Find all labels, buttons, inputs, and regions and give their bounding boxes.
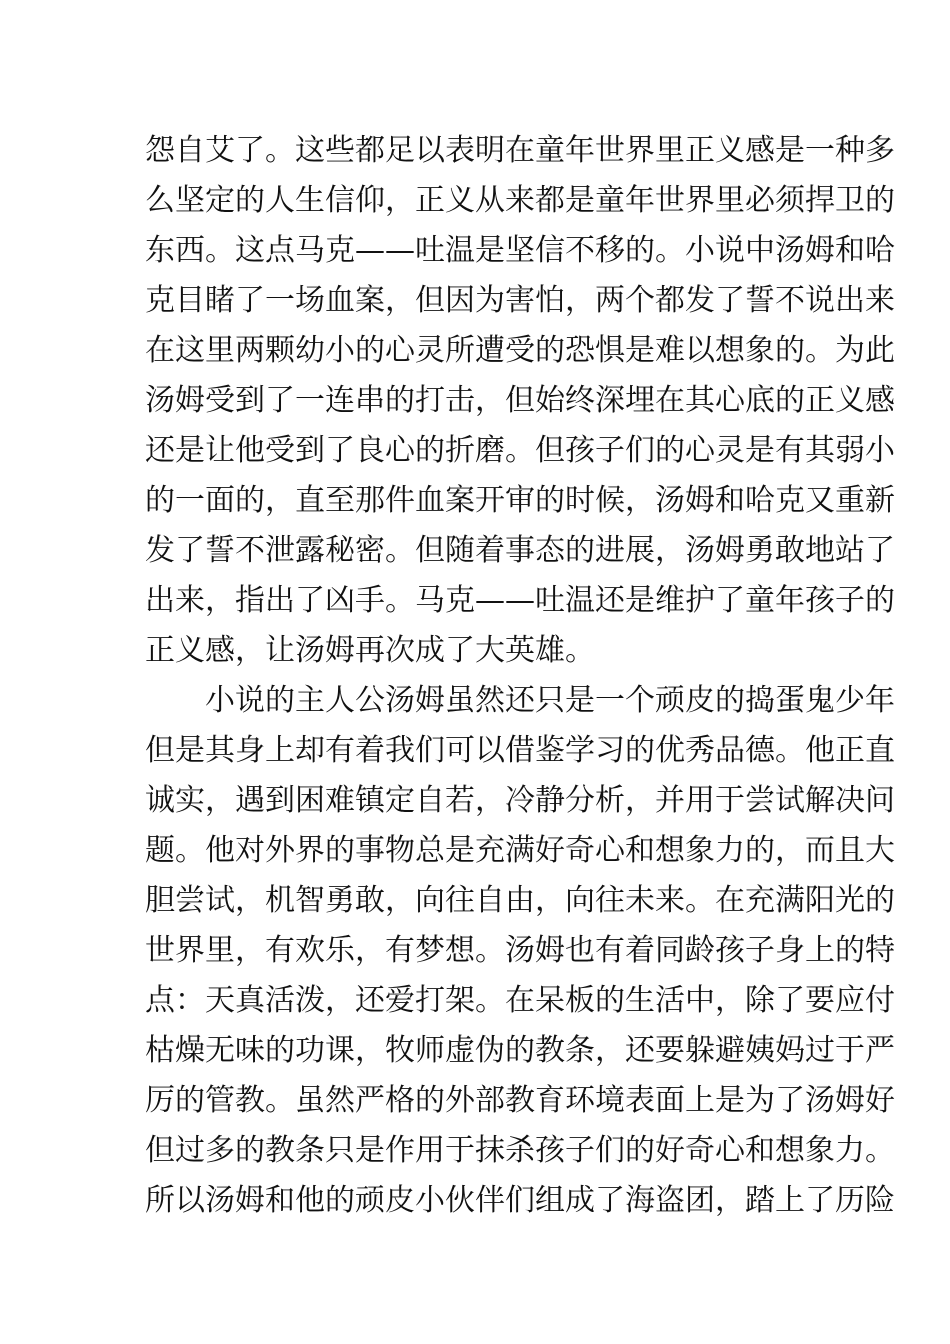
text-line: 汤姆受到了一连串的打击，但始终深埋在其心底的正义感 [145,383,895,418]
text-line: 枯燥无味的功课，牧师虚伪的教条，还要躲避姨妈过于严 [145,1033,895,1068]
text-line: 还是让他受到了良心的折磨。但孩子们的心灵是有其弱小 [145,433,895,468]
text-line: 题。他对外界的事物总是充满好奇心和想象力的，而且大 [145,833,895,868]
text-line: 点：天真活泼，还爱打架。在呆板的生活中，除了要应付 [145,983,895,1018]
text-line: 但过多的教条只是作用于抹杀孩子们的好奇心和想象力。 [145,1133,895,1168]
text-line: 正义感，让汤姆再次成了大英雄。 [145,633,595,668]
text-line: 诚实，遇到困难镇定自若，冷静分析，并用于尝试解决问 [145,783,895,818]
paragraph-first-line: 小说的主人公汤姆虽然还只是一个顽皮的捣蛋鬼少年 [205,683,895,718]
text-line: 的一面的，直至那件血案开审的时候，汤姆和哈克又重新 [145,483,895,518]
text-line: 发了誓不泄露秘密。但随着事态的进展，汤姆勇敢地站了 [145,533,895,568]
text-line: 所以汤姆和他的顽皮小伙伴们组成了海盗团，踏上了历险 [145,1183,895,1218]
text-line: 么坚定的人生信仰，正义从来都是童年世界里必须捍卫的 [145,183,895,218]
text-line: 克目睹了一场血案，但因为害怕，两个都发了誓不说出来 [145,283,895,318]
text-line: 东西。这点马克——吐温是坚信不移的。小说中汤姆和哈 [145,233,895,268]
text-line: 厉的管教。虽然严格的外部教育环境表面上是为了汤姆好 [145,1083,895,1118]
text-line: 但是其身上却有着我们可以借鉴学习的优秀品德。他正直 [145,733,895,768]
text-line: 怨自艾了。这些都足以表明在童年世界里正义感是一种多 [145,133,895,168]
text-line: 在这里两颗幼小的心灵所遭受的恐惧是难以想象的。为此 [145,333,895,368]
text-line: 胆尝试，机智勇敢，向往自由，向往未来。在充满阳光的 [145,883,895,918]
text-line: 世界里，有欢乐，有梦想。汤姆也有着同龄孩子身上的特 [145,933,895,968]
text-line: 出来，指出了凶手。马克——吐温还是维护了童年孩子的 [145,583,895,618]
